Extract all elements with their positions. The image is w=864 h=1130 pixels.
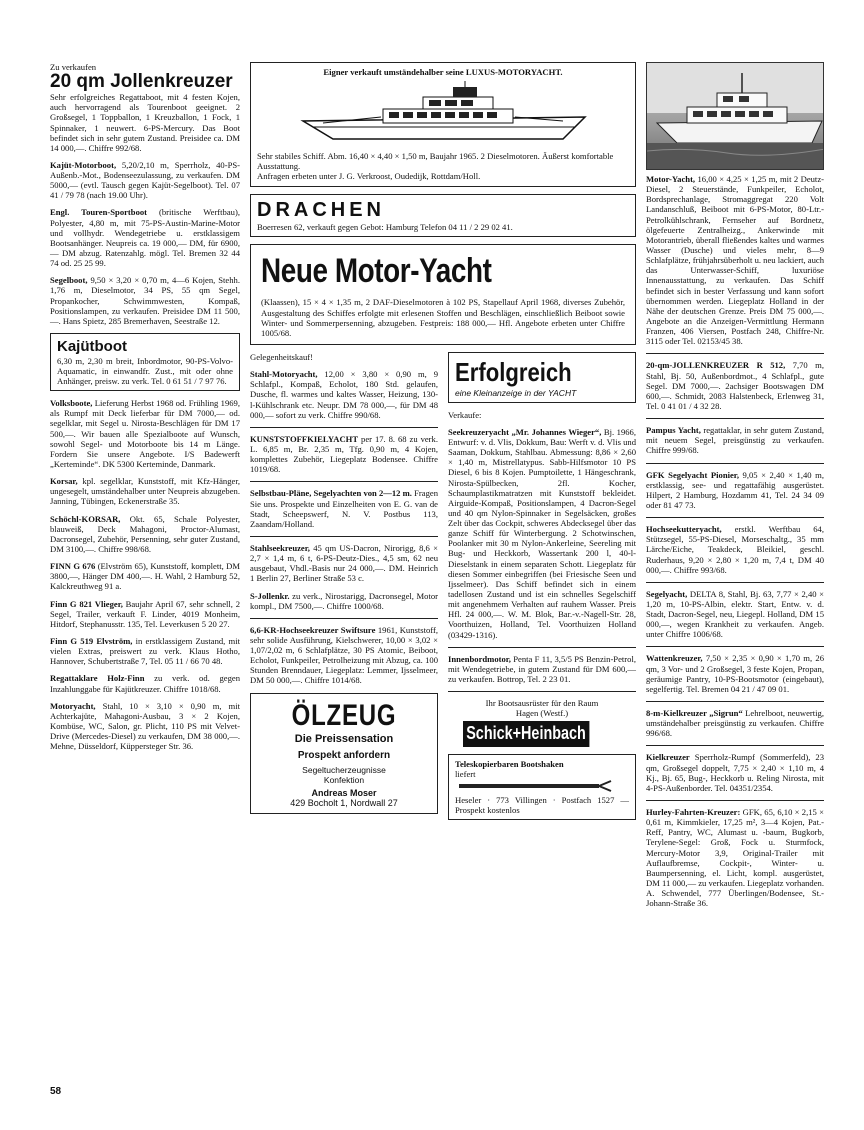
ad-head: Motor-Yacht, <box>646 174 696 184</box>
ad-text: 7,70 m, Stahl, Bj. 50, Außenbordmot., 4 Schlafpl., gute Segel. DM 7000,—. 2achsiger Bootswagen DM 600,—. Schmidt, 2083 Halstenbeck, Erlenweg 31, Tel. 0 41 01 / 4 32 28. <box>646 360 824 411</box>
ad-head: Finn G 821 Vlieger, <box>50 598 123 609</box>
ad-head: Innenbordmotor, <box>448 653 511 664</box>
ad-head: Motoryacht, <box>50 700 96 711</box>
ad-luxus-motoryacht <box>250 62 636 187</box>
ad-text: 45 qm US-Dacron, Nirorigg, 8,6 × 2,7 × 1,4 m, 6 t, 6-PS-Deutz-Dies., 4,5 sm, 62 neu ausgebaut, Vhdl.-Basis nur 24 000,—. DM. Heinrich 1 Berlin 27, Berliner Straße 53 c. <box>250 542 438 584</box>
ad-neue-motor-yacht <box>250 244 636 345</box>
ad-wattenkreuzer <box>646 653 824 694</box>
ad-touren-sportboot <box>50 207 240 268</box>
divider <box>646 800 824 801</box>
ad-head: 8-m-Kielkreuzer „Sigrun“ <box>646 708 743 719</box>
ad-head: GFK Segelyacht Pionier, <box>646 469 739 480</box>
column-middle <box>250 62 636 1052</box>
ad-jollenkreuzer <box>50 62 240 153</box>
divider <box>646 353 824 354</box>
middle-subcolumns <box>250 352 636 1052</box>
ad-prospekt: Prospekt anfordern <box>297 749 391 761</box>
schick-heinbach-logo: Schick+Heinbach <box>463 721 589 746</box>
ad-text: 7,50 × 2,35 × 0,90 × 1,70 m, 26 qm, 3 Vor- und 2 Großsegel, 3 feste Kojen, Propan, geräumige Pantry, 10-PS-Bootsmotor (eingebaut), segelfertig. Tel. Bremen 04 21 / 47 09 01. <box>646 653 824 694</box>
divider <box>646 463 824 464</box>
ad-text: zu verk. od. gegen Inzahlunggabe für Kajütkreuzer. Chiffre 1018/68. <box>50 673 240 694</box>
ad-text: regattaklar, in sehr gutem Zustand, mit neuem Segel, preisgünstig zu verkaufen. Chiffre 999/68. <box>646 425 825 456</box>
ad-head: Engl. Touren-Sportboot <box>50 207 148 218</box>
ad-head: Hochseekutteryacht, <box>646 524 722 535</box>
ad-title: Kajütboot <box>57 338 127 356</box>
divider <box>250 427 438 428</box>
ad-subtitle: Die Preissensation <box>294 733 394 746</box>
ad-text: Lieferung Herbst 1968 od. Frühling 1969, als Rumpf mit Deck lieferbar für DM 7000,— od. segelklar, mit Segel u. Nirosta-Beschlägen für DM 17 500,—. Wir bauen alle Spezialboote auf Wunsch, sowohl Segel- und Motorboote bis 14 m Länge. Fordern Sie unsere Angebote. I/S Badewerft „Kerteminde“. DK 5300 Kerteminde, Danmark. <box>50 398 240 469</box>
ad-text: per 17. 8. 68 zu verk. L. 6,85 m, Br. 2,35 m, Tfg. 0,90 m, 4 Kojen, komplettes Zubehör, Liegeplatz Bodensee. Chiffre 1019/68. <box>250 433 438 475</box>
divider <box>646 701 824 702</box>
ad-head: Pampus Yacht, <box>646 425 701 436</box>
ad-text: Gelegenheitskauf! <box>250 351 313 362</box>
ad-head: Wattenkreuzer, <box>646 653 703 664</box>
ad-head: KUNSTSTOFFKIELYACHT <box>250 433 359 444</box>
ad-text: kpl. segelklar, Kunststoff, mit Kfz-Hänger, ungesegelt, umständehalber unter Neupreis abzugeben. Janning, Tübingen, Eckenerstraße 35. <box>50 476 240 507</box>
ad-head: Schöchl-KORSAR, <box>50 513 121 524</box>
divider <box>250 618 438 619</box>
ad-seekreuzeryacht <box>448 427 636 640</box>
ad-bootshaken <box>448 754 636 821</box>
ad-swiftsure <box>250 625 438 686</box>
divider <box>646 582 824 583</box>
yacht-illustration <box>293 81 593 147</box>
divider <box>646 646 824 647</box>
ad-subtitle: liefert <box>455 768 476 779</box>
divider <box>646 418 824 419</box>
ad-text: Sperrholz-Rumpf (Sommerfeld), 23 qm, Großsegel doppelt, 7,75 × 2,40 × 1,10 m, 4 Kj., Bj. 65, Bug-, Heckkorb u. Reling Nirosta, mit 4-PS-Außenborder. Tel. 04351/2354. <box>646 752 824 793</box>
ad-holz-finn <box>50 673 240 693</box>
boathook-illustration <box>455 779 615 793</box>
ad-head: Hurley-Fahrten-Kreuzer: <box>646 807 741 818</box>
ad-text: Verkaufe: <box>448 409 482 420</box>
ad-text: 16,00 × 4,25 × 1,25 m, mit 2 Deutz-Diesel, 2 Steuerstände, Funkpeiler, Echolot, Bordsprechanlage, Stromaggregat 220 Volt Landanschluß, Beiboot mit 6-PS-Motor, 80-Ltr.-Petrolkühlschrank, Fernseher auf Bordnetz, ölgefeuerte Zentralheizg., Ankerwinde mit Motorantrieb, überall fließendes kaltes und warmes Wasser (Dusche) und vieles mehr, 8—9 Schlafplätze, frühjahrsüberholt u. neu lackiert, auch das Unterwasser-Schiff, luxuriöse Innenausstattung, zu verkaufen. Das Schiff befindet sich in bester Verfassung und kann sofort übernommen werden. Liegeplatz Holland in der Nähe der deutschen Grenze. Preis DM 75 000,—. Angebote an die Anzeigen-Vermittlung Hermann Franzen, 406 Viersen, Postfach 248, Chiffre-Nr. 3115 oder Tel. 02153/45 38. <box>646 174 825 347</box>
ad-kielkreuzer-sigrun <box>646 708 824 738</box>
ad-text: Bj. 1966, Entwurf: v. d. Vlis, Dokkum, Bau: Werft v. d. Vlis und Saaman, Dokkum, Stahlbau. Abmessung: 8,86 × 2,60 × 1,40 m, Mistrellatypus. Sabb-Hilfsmotor 10 PS Diesel, 6 bis 8 Kojen. Pumptoilette, 1 Hängeschrank, Nirosta-Spülbecken, 2fl. Kocher, Schaumplastikmatratzen mit Kunststoff bekleidet. Airguide-Kompaß, Positionslampen, 4 Dacron-Segel und 40 qm Nylon-Spinnaker in Segelsäcken, großes Zelt über das Cockpit, schweres Abdecksegel über das ganze Schiff für Winterbergung. 2 Schotwinschen, Poolanker mit 30 m Nylon-Ankerleine, Seereling mit Bug- und Heckkorb, Wassertank 200 l, 40-l-Dieselstank in einem separaten Schott. Liegeplatz für diesen Sommer einbegriffen (bei Friesische Seen und Ijsselmeer). Das Schiff befindet sich in einem tadellosen Zustand und ist ein schnelles Segelschiff mit angenehmem Verhalten auf rauhem Wasser. Preis Hfl. 24 000,—. W. M. Blok, Bar.-v.-Nagell-Str. 28, Voorthuizen, Holland, Tel. Voorthuizen Holland (03429-1316). <box>448 426 637 640</box>
ad-head: Teleskopierbaren Bootshaken <box>455 758 564 769</box>
ad-line: Ihr Bootsausrüster für den Raum <box>485 698 599 709</box>
ad-text: 12,00 × 3,80 × 0,90 m, 9 Schlafpl., Kompaß, Echolot, 180 Std. gelaufen, Dusche, fl. warmes und kaltes Wasser, Heizung, 130-l-Kühlschrank etc. Neupr. DM 78 000,—, für DM 48 000,— sofort zu verk. Chiffre 990/68. <box>250 369 438 420</box>
ad-finn-821 <box>50 599 240 629</box>
divider <box>448 691 636 692</box>
ad-head: Volksboote, <box>50 398 93 409</box>
ad-text: 9,05 × 2,40 × 1,40 m, erstklassig, see- und regattafähig ausgerüstet. Hilpert, 2 Hamburg, Hozdamm 41, Tel. 24 34 09 oder 81 47 73. <box>646 469 824 510</box>
ad-segelboot <box>50 275 240 326</box>
motor-yacht-photo-drawing <box>647 63 824 170</box>
ad-hurley <box>646 807 824 908</box>
ad-text: Fragen Sie uns. Prospekte und Einzelheiten von E. G. van de Stadt, Scheepswerf, N. V. Postbus 113, Zaandam/Holland. <box>250 488 439 529</box>
ad-text: Okt. 65, Schale Polyester, blauweiß, Deck Mahagoni, Proctor-Alumast, Dacronsegel, Zubehör, Persenning, sehr guter Zustand, DM 3100,—. Chiffre 998/68. <box>50 513 240 554</box>
ad-name: Andreas Moser <box>311 787 377 798</box>
ad-head: Korsar, <box>50 476 78 487</box>
ad-korsar <box>50 476 240 506</box>
ad-head: Kajüt-Motorboot, <box>50 159 117 170</box>
ad-schoechl-korsar <box>50 514 240 555</box>
divider <box>250 536 438 537</box>
ad-head: 20-qm-JOLLENKREUZER R 512, <box>646 360 786 371</box>
middle-left-subcolumn <box>250 352 438 821</box>
ad-head: Kielkreuzer <box>646 752 690 763</box>
ad-title: ÖLZEUG <box>291 698 397 732</box>
ad-text: 1961, Kunststoff, sehr solide Ausführung, Kielschwerer, 10,00 × 3,02 × 1,07/2,02 m, 6 Schlafplätze, 30 PS Atomic, Beiboot, Echolot, Funkpeiler, Petrolheizung mit Abzug, ca. 100 Stunden Brenndauer, Liegeplatz: Lemmer, Ijsselmeer, DM 50 000,—. Chiffre 1014/68. <box>250 624 438 686</box>
ad-drachen <box>250 194 636 238</box>
ad-contact: Heseler · 773 Villingen · Postfach 1527 — Prospekt kostenlos <box>455 795 629 816</box>
ad-line: Hagen (Westf.) <box>515 708 569 719</box>
ad-stahlseekreuzer <box>250 543 438 584</box>
divider <box>646 745 824 746</box>
ad-selbstbau <box>250 488 438 529</box>
ad-line: Segeltucherzeugnisse <box>302 764 386 775</box>
column-left <box>50 62 240 758</box>
ad-title: Erfolgreich <box>455 356 572 387</box>
divider <box>448 647 636 648</box>
ad-kajutboot-box <box>50 333 240 391</box>
ad-head: Regattaklare Holz-Finn <box>50 673 145 684</box>
ad-text: Sehr erfolgreiches Regattaboot, mit 4 festen Kojen, auch hervorragend als Tourenboot geeignet. 2 Großsegel, 1 Toppballon, 1 Kreuzballon, 1 Fock, 1 Spinnaker, 1 neuwert. 6-PS-Mercury. Das Boot befindet sich in sehr gutem Zustand. Preisidee ca. DM 14 000,—. Chiffre 992/68. <box>50 92 240 153</box>
ad-title: 20 qm Jollenkreuzer <box>50 71 233 93</box>
ad-text: DELTA 8, Stahl, Bj. 63, 7,77 × 2,40 × 1,20 m, 10-PS-Albin, elektr. Start, Entw. v. d. Stadt, Dacron-Segel, neu, Liegepl. Holland, DM 15 000,—, wegen Krankheit zu verkaufen. Angeb. unter Chiffre 1006/68. <box>646 588 824 640</box>
ad-text: Baujahr April 67, sehr schnell, 2 Segel, Trailer, verkauft F. Linder, 4019 Monheim, Hitdorf, Stephanusstr. 135, Tel. Leverkusen 5 20 27. <box>50 598 240 629</box>
ad-text: zu verk., Nirostarigg, Dacronsegel, Motor kompl., DM 7500,—. Chiffre 1000/68. <box>250 590 438 611</box>
ad-text: erstkl. Werftbau 64, Stützsegel, 55-PS-Diesel, Morseschaltg., 35 mm Lärche/Eiche, Teakdeck, Bleikiel, geschl. Ruderhaus, 9,20 × 2,80 × 1,20 m, 7,4 t, DM 40 000,—. Chiffre 993/68. <box>646 524 824 575</box>
page-number: 58 <box>50 1086 62 1097</box>
ad-address: 429 Bocholt 1, Nordwall 27 <box>290 798 398 809</box>
ad-intro: Zu verkaufen <box>50 62 97 72</box>
ad-line: Konfektion <box>323 774 365 785</box>
ad-head: Stahl-Motoryacht, <box>250 369 318 380</box>
middle-right-subcolumn <box>448 352 636 827</box>
ad-text: 5,20/2,10 m, Sperrholz, 40-PS-Außenb.-Mot., Bodenseezulassung, zu verkaufen. DM 5000,— (evtl. Tausch gegen Kajüt-Segelboot). Tel. 07 41 / 79 78 (nach 19.00 Uhr). <box>50 159 240 201</box>
ad-oelzeug <box>250 693 438 814</box>
ad-gelegenheit <box>250 352 438 362</box>
divider <box>250 481 438 482</box>
ad-text: Sehr stabiles Schiff. Abm. 16,40 × 4,40 × 1,50 m, Baujahr 1965. 2 Dieselmotoren. Äußerst komfortable Ausstattung. <box>257 151 614 172</box>
ad-text: Penta F 11, 3,5/5 PS Benzin-Petrol, mit Wendegetriebe, in gutem Zustand für DM 600,— zu verkaufen. Bottrop, Tel. 2 23 01. <box>448 653 636 685</box>
ad-contact: Anfragen erbeten unter J. G. Verkroost, Oudedijk, Rottdam/Holl. <box>257 171 481 182</box>
ad-head: Segelboot, <box>50 275 88 286</box>
ad-head: Seekreuzeryacht „Mr. Johannes Wieger“, <box>448 426 602 437</box>
motor-yacht-photo <box>646 62 824 170</box>
divider <box>646 517 824 518</box>
ad-text: (Klaassen), 15 × 4 × 1,35 m, 2 DAF-Dieselmotoren à 102 PS, Stapellauf April 1968, diverses Zubehör, Ausgestaltung des Schiffes erfolgte mit erlesenen Stoffen und Beschlägen, einschließlich Beiboot sowie Winter- und Sommerpersenning, abzugeben. Festpreis: 188 000,— Hfl. Angebote erbeten unter Chiffre 1005/68. <box>261 297 625 338</box>
ad-hochseekutteryacht <box>646 524 824 575</box>
ad-text: 9,50 × 3,20 × 0,70 m, 4—6 Kojen, Stehh. 1,76 m, Dieselmotor, 34 PS, 55 qm Segel, Propankocher, Schwimmwesten, Kompaß, Positionslampen, zu verkaufen. Preisidee DM 11 500,—. Hans Spietz, 285 Bremerhaven, Seestraße 12. <box>50 275 240 326</box>
ad-verkaufe <box>448 410 636 420</box>
ad-text: Stahl, 10 × 3,10 × 0,90 m, mit Achterkajüte, Mahagoni-Ausbau, 3 × 2 Kojen, Kombüse, WC, Salon, gr. Plicht, 110 PS mit Velvet-Drive (Mercedes-Diesel) zu verkaufen, DM 38 000,—. Mehne, Düsseldorf, Küppersteger Str. 36. <box>50 700 240 752</box>
column-right <box>646 62 824 915</box>
ad-erfolgreich <box>448 352 636 403</box>
ad-stahl-motoryacht <box>250 369 438 420</box>
ad-kunststoffkielyacht <box>250 434 438 475</box>
ad-innenbordmotor <box>448 654 636 684</box>
ad-kajut-motorboot <box>50 160 240 201</box>
ad-head: Selbstbau-Pläne, Segelyachten von 2—12 m. <box>250 488 412 499</box>
ad-head: Stahlseekreuzer, <box>250 542 310 553</box>
ad-head: S-Jollenkr. <box>250 590 290 601</box>
ad-gfk-pionier <box>646 470 824 511</box>
ad-text: 6,30 m, 2,30 m breit, Inbordmotor, 90-PS-Volvo-Aquamatic, in einwandfr. Zust., mit oder ohne Anhänger, preisw. zu verk. Tel. 0 61 51 / 7 97 76. <box>57 355 233 386</box>
ad-kielkreuzer <box>646 752 824 793</box>
ad-subtitle: eine Kleinanzeige in der YACHT <box>455 387 577 398</box>
ad-text: Boerresen 62, verkauft gegen Gebot: Hamburg Telefon 04 11 / 2 29 02 41. <box>257 222 513 233</box>
ad-head: Segelyacht, <box>646 588 688 599</box>
ad-text: (Elvström 65), Kunststoff, komplett, DM 3800,—, Hänger DM 400,—. H. Wahl, 2 Hamburg 52, Kalckreuthweg 91 a. <box>50 561 240 592</box>
ad-title: DRACHEN <box>257 198 385 221</box>
ad-text: in erstklassigem Zustand, mit vielen Extras, preiswert zu verk. Klaus Hotho, Hannover, Schubertstraße 7, Tel. 05 11 / 66 70 48. <box>50 635 240 667</box>
ad-20qm-jollenkreuzer <box>646 360 824 411</box>
ad-text: Lehrelboot, neuwertig, umständehalber preisgünstig zu verkaufen. Chiffre 996/68. <box>646 708 824 739</box>
ad-finn-519 <box>50 636 240 666</box>
ad-motoryacht-stahl <box>50 701 240 752</box>
ad-motor-yacht <box>646 174 824 346</box>
ad-head: FINN G 676 <box>50 561 96 572</box>
ad-finn-676 <box>50 561 240 591</box>
ad-pampus-yacht <box>646 425 824 455</box>
ad-schick-heinbach <box>448 698 636 747</box>
ad-segelyacht-delta <box>646 589 824 640</box>
ad-heading: Eigner verkauft umständehalber seine LUXUS-MOTORYACHT. <box>323 67 563 77</box>
ad-text: GFK, 65, 6,10 × 2,15 × 0,61 m, Kimmkieler, 17,25 m², 3—4 Kojen, Pat.-Reff, Pantry, WC, Alumast u. -baum, Bugkorb, Terylene-Segel: Groß, Fock u. Sturmfock, Mercury-Motor 3,9, Original-Trailer mit Auflaufbremse, Cockpit-, Winter- u. Baumpersenning, el. Licht, kompl. ausgerüstet, DM 11 000,— zu verkaufen. Liegeplatz vorhanden. A. Schwendel, 777 Überlingen/Bodensee, St.-Johann-Straße 36. <box>646 807 824 909</box>
ad-head: 6,6-KR-Hochseekreuzer Swiftsure <box>250 624 376 635</box>
ad-s-jollenkreuzer <box>250 591 438 611</box>
ad-head: Finn G 519 Elvström, <box>50 635 133 646</box>
ad-volksboote <box>50 398 240 469</box>
ad-title: Neue Motor-Yacht <box>261 252 492 291</box>
ad-text: (britische Werftbau), Polyester, 4,80 m, mit 75-PS-Austin-Marine-Motor und vollhydr. Wendegetriebe u. erstklassigem Bootsanhänger. Neupreis ca. 19 000,— DM, für 6900,— DM abzug. Ratenzahlg. mögl. Tel. Bremen 32 44 74 od. 25 25 99. <box>50 207 240 269</box>
